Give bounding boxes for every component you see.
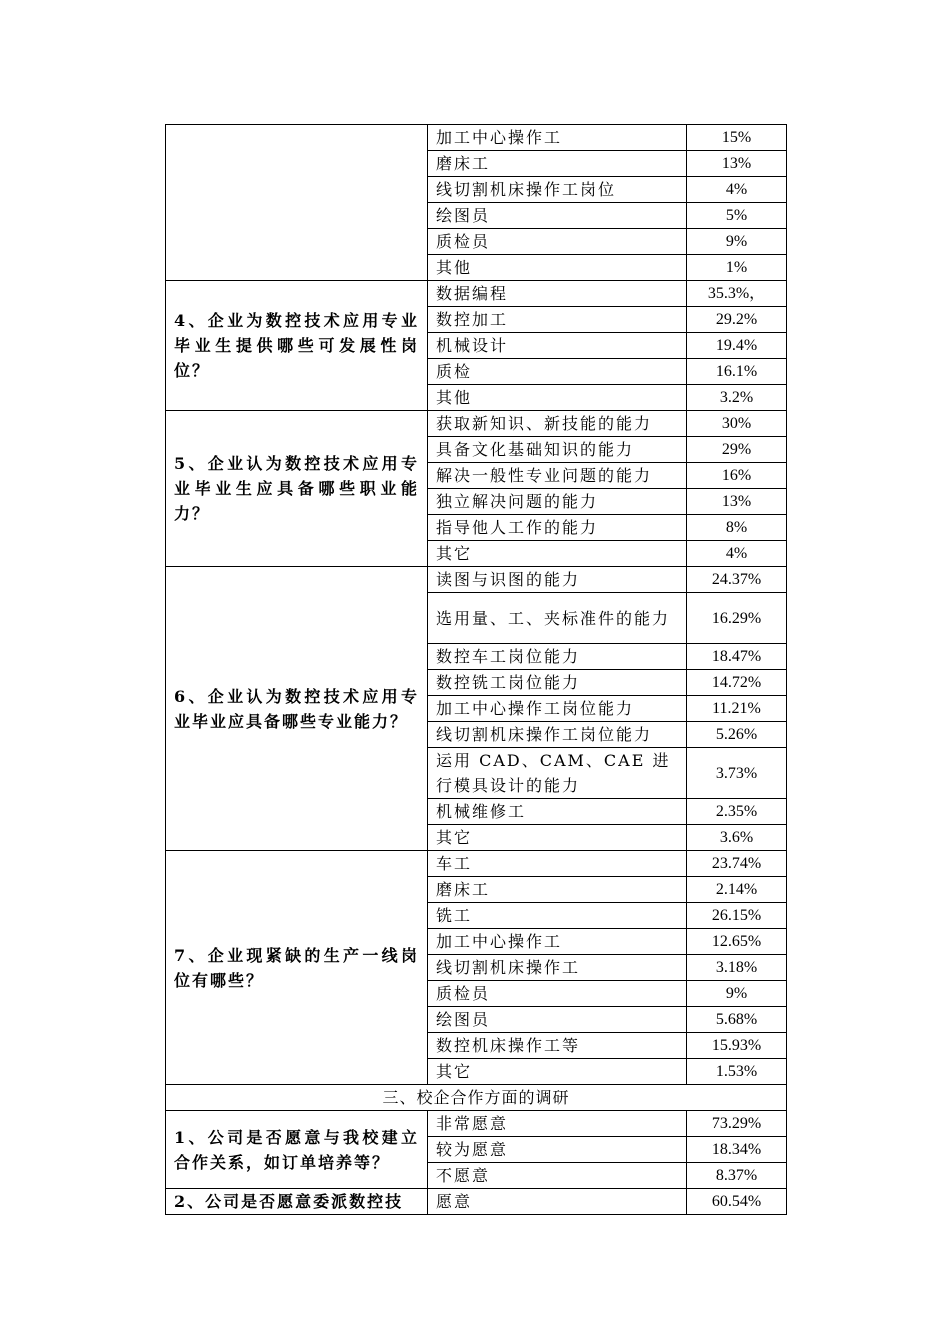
option-percent: 9% xyxy=(687,981,787,1007)
option-label: 数控机床操作工等 xyxy=(428,1033,687,1059)
option-percent: 16.1% xyxy=(687,359,787,385)
section3-question-1: 1、公司是否愿意与我校建立合作关系，如订单培养等？ xyxy=(166,1111,428,1189)
option-label: 加工中心操作工 xyxy=(428,929,687,955)
question-cell-continued xyxy=(166,125,428,281)
option-label: 线切割机床操作工 xyxy=(428,955,687,981)
option-percent: 26.15% xyxy=(687,903,787,929)
option-label: 选用量、工、夹标准件的能力 xyxy=(428,593,687,644)
option-label: 绘图员 xyxy=(428,203,687,229)
option-percent: 30% xyxy=(687,411,787,437)
option-label: 较为愿意 xyxy=(428,1137,687,1163)
table-row xyxy=(166,281,787,307)
option-label: 其它 xyxy=(428,825,687,851)
option-percent: 9% xyxy=(687,229,787,255)
option-label: 数控铣工岗位能力 xyxy=(428,670,687,696)
option-label: 铣工 xyxy=(428,903,687,929)
option-percent: 3.2% xyxy=(687,385,787,411)
option-label: 机械设计 xyxy=(428,333,687,359)
option-label: 其它 xyxy=(428,541,687,567)
option-percent: 3.18% xyxy=(687,955,787,981)
option-percent: 24.37% xyxy=(687,567,787,593)
option-percent: 2.35% xyxy=(687,799,787,825)
option-label: 其他 xyxy=(428,385,687,411)
option-label: 独立解决问题的能力 xyxy=(428,489,687,515)
section-heading: 三、校企合作方面的调研 xyxy=(166,1085,787,1111)
question-6: 6、企业认为数控技术应用专业毕业应具备哪些专业能力？ xyxy=(166,567,428,851)
option-percent: 18.47% xyxy=(687,644,787,670)
option-label: 运用 CAD、CAM、CAE 进行模具设计的能力 xyxy=(428,748,687,799)
option-percent: 60.54% xyxy=(687,1189,787,1215)
option-percent: 19.4% xyxy=(687,333,787,359)
option-percent: 11.21% xyxy=(687,696,787,722)
option-percent: 2.14% xyxy=(687,877,787,903)
option-label: 机械维修工 xyxy=(428,799,687,825)
option-label: 绘图员 xyxy=(428,1007,687,1033)
option-percent: 16% xyxy=(687,463,787,489)
option-label: 具备文化基础知识的能力 xyxy=(428,437,687,463)
table-row xyxy=(166,411,787,437)
option-percent: 4% xyxy=(687,177,787,203)
option-percent: 12.65% xyxy=(687,929,787,955)
survey-table xyxy=(165,124,787,1215)
option-percent: 5.26% xyxy=(687,722,787,748)
question-7: 7、企业现紧缺的生产一线岗位有哪些？ xyxy=(166,851,428,1085)
option-label: 质检 xyxy=(428,359,687,385)
table-row xyxy=(166,1189,787,1215)
option-label: 数控加工 xyxy=(428,307,687,333)
option-label: 车工 xyxy=(428,851,687,877)
option-percent: 15% xyxy=(687,125,787,151)
option-label: 磨床工 xyxy=(428,151,687,177)
option-percent: 13% xyxy=(687,489,787,515)
table-row xyxy=(166,567,787,593)
option-percent: 18.34% xyxy=(687,1137,787,1163)
option-percent: 3.73% xyxy=(687,748,787,799)
option-percent: 73.29% xyxy=(687,1111,787,1137)
option-percent: 29.2% xyxy=(687,307,787,333)
option-label: 加工中心操作工 xyxy=(428,125,687,151)
option-label: 解决一般性专业问题的能力 xyxy=(428,463,687,489)
table-row xyxy=(166,1085,787,1111)
option-percent: 14.72% xyxy=(687,670,787,696)
option-percent: 16.29% xyxy=(687,593,787,644)
table-row xyxy=(166,1111,787,1137)
option-percent: 1% xyxy=(687,255,787,281)
option-percent: 8.37% xyxy=(687,1163,787,1189)
option-label: 获取新知识、新技能的能力 xyxy=(428,411,687,437)
option-label: 愿意 xyxy=(428,1189,687,1215)
option-label: 加工中心操作工岗位能力 xyxy=(428,696,687,722)
option-percent: 4% xyxy=(687,541,787,567)
option-percent: 35.3%， xyxy=(687,281,787,307)
option-percent: 15.93% xyxy=(687,1033,787,1059)
option-label: 其他 xyxy=(428,255,687,281)
option-percent: 29% xyxy=(687,437,787,463)
option-percent: 13% xyxy=(687,151,787,177)
option-percent: 3.6% xyxy=(687,825,787,851)
table-row xyxy=(166,851,787,877)
option-label: 读图与识图的能力 xyxy=(428,567,687,593)
section3-question-2: 2、公司是否愿意委派数控技 xyxy=(166,1189,428,1215)
table-row xyxy=(166,125,787,151)
option-label: 数控车工岗位能力 xyxy=(428,644,687,670)
option-label: 指导他人工作的能力 xyxy=(428,515,687,541)
option-label: 线切割机床操作工岗位能力 xyxy=(428,722,687,748)
option-percent: 5.68% xyxy=(687,1007,787,1033)
option-percent: 1.53% xyxy=(687,1059,787,1085)
option-percent: 5% xyxy=(687,203,787,229)
option-percent: 8% xyxy=(687,515,787,541)
question-4: 4、企业为数控技术应用专业毕业生提供哪些可发展性岗位？ xyxy=(166,281,428,411)
option-percent: 23.74% xyxy=(687,851,787,877)
option-label: 非常愿意 xyxy=(428,1111,687,1137)
option-label: 磨床工 xyxy=(428,877,687,903)
option-label: 质检员 xyxy=(428,229,687,255)
option-label: 其它 xyxy=(428,1059,687,1085)
option-label: 质检员 xyxy=(428,981,687,1007)
option-label: 不愿意 xyxy=(428,1163,687,1189)
option-label: 线切割机床操作工岗位 xyxy=(428,177,687,203)
question-5: 5、企业认为数控技术应用专业毕业生应具备哪些职业能力？ xyxy=(166,411,428,567)
option-label: 数据编程 xyxy=(428,281,687,307)
